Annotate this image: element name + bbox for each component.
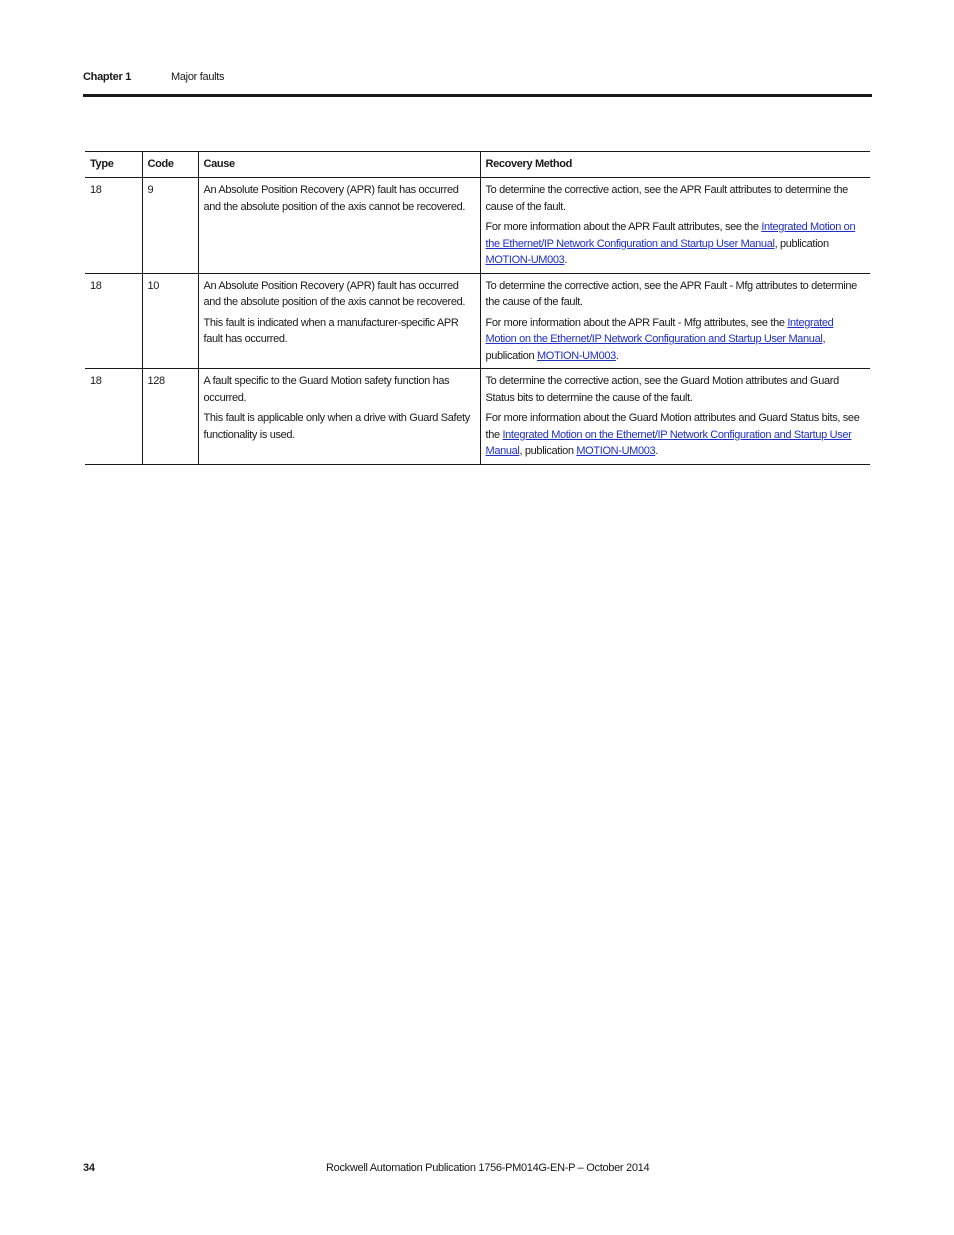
cell-recovery-method — [480, 178, 870, 274]
cell-recovery-method — [480, 369, 870, 465]
cell-type: 18 — [85, 369, 142, 465]
recovery-text: To determine the corrective action, see the APR Fault attributes to determine the cause of the fault. — [485, 184, 848, 213]
reference-text: , publication — [774, 237, 829, 250]
manual-link[interactable]: Integrated Motion on the Ethernet/IP Network Configuration and Startup User Manual — [485, 428, 852, 457]
cell-code: 10 — [142, 273, 198, 369]
table-row — [85, 369, 870, 465]
cause-text: An Absolute Position Recovery (APR) fault has occurred and the absolute position of the axis cannot be recovered. — [203, 279, 466, 308]
reference-text: For more information about the APR Fault - Mfg attributes, see the — [485, 316, 788, 329]
publication-link[interactable]: MOTION-UM003 — [536, 349, 616, 362]
reference-text: For more information about the Guard Motion attributes and Guard Status bits, see the — [485, 412, 860, 441]
recovery-reference — [486, 315, 867, 365]
cell-cause — [198, 369, 480, 465]
cause-text: This fault is applicable only when a drive with Guard Safety functionality is used. — [203, 412, 470, 441]
cell-code: 128 — [142, 369, 198, 465]
publication-link[interactable]: MOTION-UM003 — [576, 445, 656, 457]
page-number: 34 — [83, 1162, 95, 1174]
manual-link[interactable]: Integrated Motion on the Ethernet/IP Network Configuration and Startup User Manual — [485, 316, 834, 345]
reference-text: . — [564, 254, 568, 266]
column-header-cause: Cause — [198, 152, 480, 178]
reference-text: . — [615, 349, 619, 362]
page-footer — [83, 1162, 872, 1178]
reference-text: For more information about the APR Fault attributes, see the — [485, 221, 762, 233]
table-row — [85, 178, 870, 274]
section-title: Major faults — [171, 71, 225, 83]
manual-link[interactable]: Integrated Motion on the Ethernet/IP Network Configuration and Startup User Manual — [485, 221, 856, 250]
column-header-type: Type — [85, 152, 142, 178]
recovery-text: To determine the corrective action, see the Guard Motion attributes and Guard Status bits to determine the cause of the fault. — [485, 375, 839, 404]
cause-text: A fault specific to the Guard Motion safety function has occurred. — [203, 375, 450, 404]
column-header-recovery-method: Recovery Method — [480, 152, 870, 178]
publication-line: Rockwell Automation Publication 1756-PM014G-EN-P – October 2014 — [326, 1162, 650, 1174]
chapter-label: Chapter 1 — [83, 71, 132, 83]
cell-type: 18 — [85, 273, 142, 369]
cause-text: An Absolute Position Recovery (APR) fault has occurred and the absolute position of the axis cannot be recovered. — [203, 184, 466, 213]
recovery-reference — [486, 219, 867, 269]
page-header — [83, 71, 872, 87]
cell-cause — [198, 178, 480, 274]
table-header-row — [85, 152, 870, 178]
cell-type: 18 — [85, 178, 142, 274]
header-rule — [83, 94, 872, 97]
recovery-text: To determine the corrective action, see the APR Fault - Mfg attributes to determine the cause of the fault. — [485, 279, 857, 308]
cell-cause — [198, 273, 480, 369]
reference-text: , publication — [485, 333, 826, 362]
publication-link[interactable]: MOTION-UM003 — [485, 254, 565, 266]
cause-text: This fault is indicated when a manufacturer-specific APR fault has occurred. — [203, 316, 459, 345]
cell-code: 9 — [142, 178, 198, 274]
table-row — [85, 273, 870, 369]
column-header-code: Code — [142, 152, 198, 178]
reference-text: . — [655, 445, 658, 457]
reference-text: , publication — [519, 445, 577, 457]
recovery-reference — [486, 410, 867, 460]
major-faults-table — [85, 151, 870, 465]
cell-recovery-method — [480, 273, 870, 369]
